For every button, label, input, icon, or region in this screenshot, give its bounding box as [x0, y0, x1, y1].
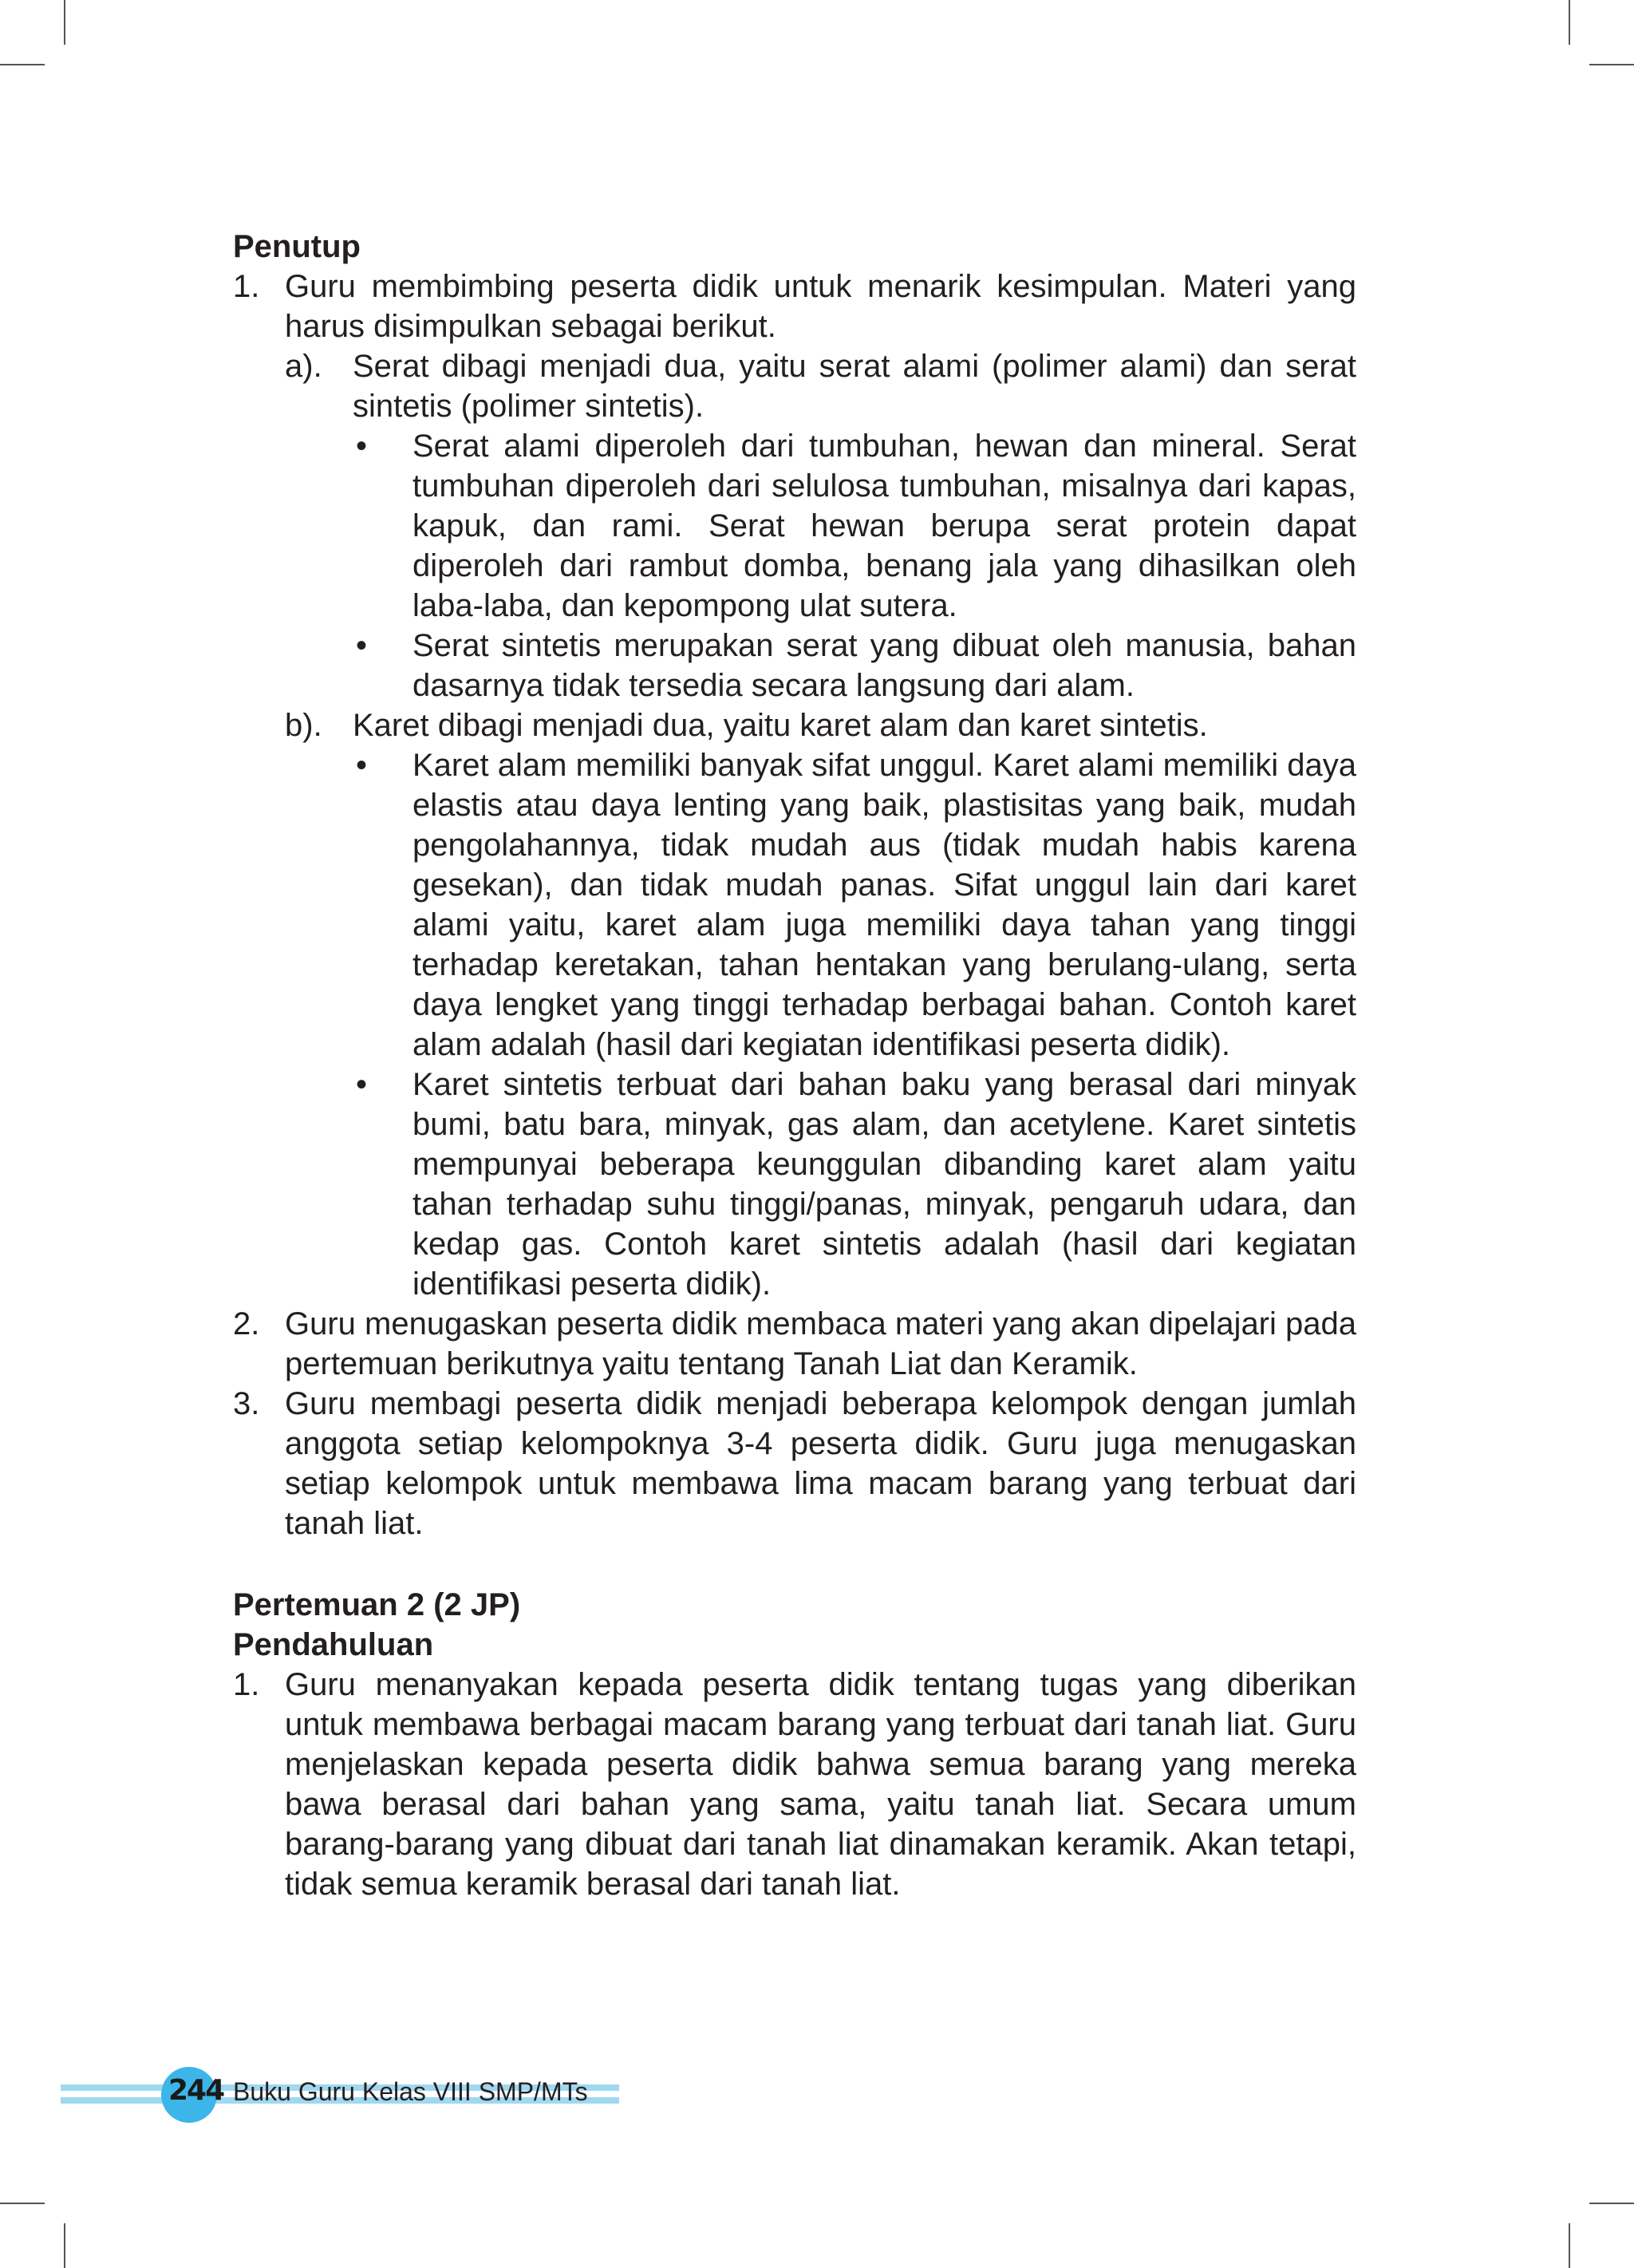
bullet-icon: • — [356, 429, 368, 464]
bullet-item — [353, 426, 1356, 626]
bullet-icon: • — [356, 1067, 368, 1102]
crop-mark — [1589, 64, 1634, 65]
item-number: 2. — [233, 1306, 260, 1341]
crop-mark — [64, 2223, 65, 2268]
bullet-item — [353, 626, 1356, 705]
item-number: 3. — [233, 1386, 260, 1421]
bullet-item — [353, 1065, 1356, 1304]
bullet-text: Serat alami diperoleh dari tumbuhan, hewan dan mineral. Serat tumbuhan diperoleh dari selulosa tumbuhan, misalnya dari kapas, kapuk, dan rami. Serat hewan berupa serat protein dapat diperoleh dari rambut domba, benang jala yang dihasilkan oleh laba-laba, dan kepompong ulat sutera. — [412, 429, 1356, 623]
page-content — [233, 227, 1356, 1904]
sub-item-label: a). — [285, 349, 322, 384]
section-heading-pertemuan: Pertemuan 2 (2 JP) — [233, 1587, 521, 1622]
sub-item — [285, 346, 1356, 426]
item-text: Guru menanyakan kepada peserta didik tentang tugas yang diberikan untuk membawa berbagai macam barang yang terbuat dari tanah liat. Guru menjelaskan kepada peserta didik bahwa semua barang yang mereka bawa berasal dari bahan yang sama, yaitu tanah liat. Secara umum barang-barang yang dibuat dari tanah liat dinamakan keramik. Akan tetapi, tidak semua keramik berasal dari tanah liat. — [285, 1667, 1356, 1902]
list-item — [233, 267, 1356, 346]
list-item — [233, 1384, 1356, 1543]
section-subheading-pendahuluan: Pendahuluan — [233, 1627, 434, 1662]
item-number: 1. — [233, 1667, 260, 1702]
page-number: 244 — [168, 2074, 224, 2107]
section-heading-penutup: Penutup — [233, 229, 361, 264]
sub-item-text: Serat dibagi menjadi dua, yaitu serat alami (polimer alami) dan serat sintetis (polimer sintetis). — [353, 349, 1356, 424]
item-number: 1. — [233, 269, 260, 304]
crop-mark — [64, 0, 65, 45]
crop-mark — [1589, 2203, 1634, 2204]
item-text: Guru membagi peserta didik menjadi beberapa kelompok dengan jumlah anggota setiap kelompoknya 3-4 peserta didik. Guru juga menugaskan setiap kelompok untuk membawa lima macam barang yang terbuat dari tanah liat. — [285, 1386, 1356, 1541]
bullet-text: Karet sintetis terbuat dari bahan baku yang berasal dari minyak bumi, batu bara, minyak, gas alam, dan acetylene. Karet sintetis mempunyai beberapa keunggulan dibanding karet alam yaitu tahan terhadap suhu tinggi/panas, minyak, pengaruh udara, dan kedap gas. Contoh karet sintetis adalah (hasil dari kegiatan identifikasi peserta didik). — [412, 1067, 1356, 1302]
item-text: Guru membimbing peserta didik untuk menarik kesimpulan. Materi yang harus disimpulkan sebagai berikut. — [285, 269, 1356, 344]
book-title: Buku Guru Kelas VIII SMP/MTs — [233, 2077, 588, 2106]
bullet-text: Karet alam memiliki banyak sifat unggul. Karet alami memiliki daya elastis atau daya lenting yang baik, plastisitas yang baik, mudah pengolahannya, tidak mudah aus (tidak mudah habis karena gesekan), dan tidak mudah panas. Sifat unggul lain dari karet alami yaitu, karet alam juga memiliki daya tahan yang tinggi terhadap keretakan, tahan hentakan yang berulang-ulang, serta daya lengket yang tinggi terhadap berbagai bahan. Contoh karet alam adalah (hasil dari kegiatan identifikasi peserta didik). — [412, 748, 1356, 1062]
crop-mark — [1569, 2223, 1570, 2268]
bullet-text: Serat sintetis merupakan serat yang dibuat oleh manusia, bahan dasarnya tidak tersedia secara langsung dari alam. — [412, 628, 1356, 703]
bullet-item — [353, 745, 1356, 1065]
list-item — [233, 1304, 1356, 1384]
bullet-icon: • — [356, 748, 368, 783]
item-text: Guru menugaskan peserta didik membaca materi yang akan dipelajari pada pertemuan berikutnya yaitu tentang Tanah Liat dan Keramik. — [285, 1306, 1356, 1381]
sub-item-label: b). — [285, 708, 322, 743]
crop-mark — [1569, 0, 1570, 45]
sub-item-text: Karet dibagi menjadi dua, yaitu karet alam dan karet sintetis. — [353, 708, 1208, 743]
list-item — [233, 1665, 1356, 1904]
crop-mark — [0, 64, 45, 65]
page-footer — [61, 2073, 619, 2115]
crop-mark — [0, 2203, 45, 2204]
bullet-icon: • — [356, 628, 368, 663]
sub-item — [285, 705, 1356, 745]
